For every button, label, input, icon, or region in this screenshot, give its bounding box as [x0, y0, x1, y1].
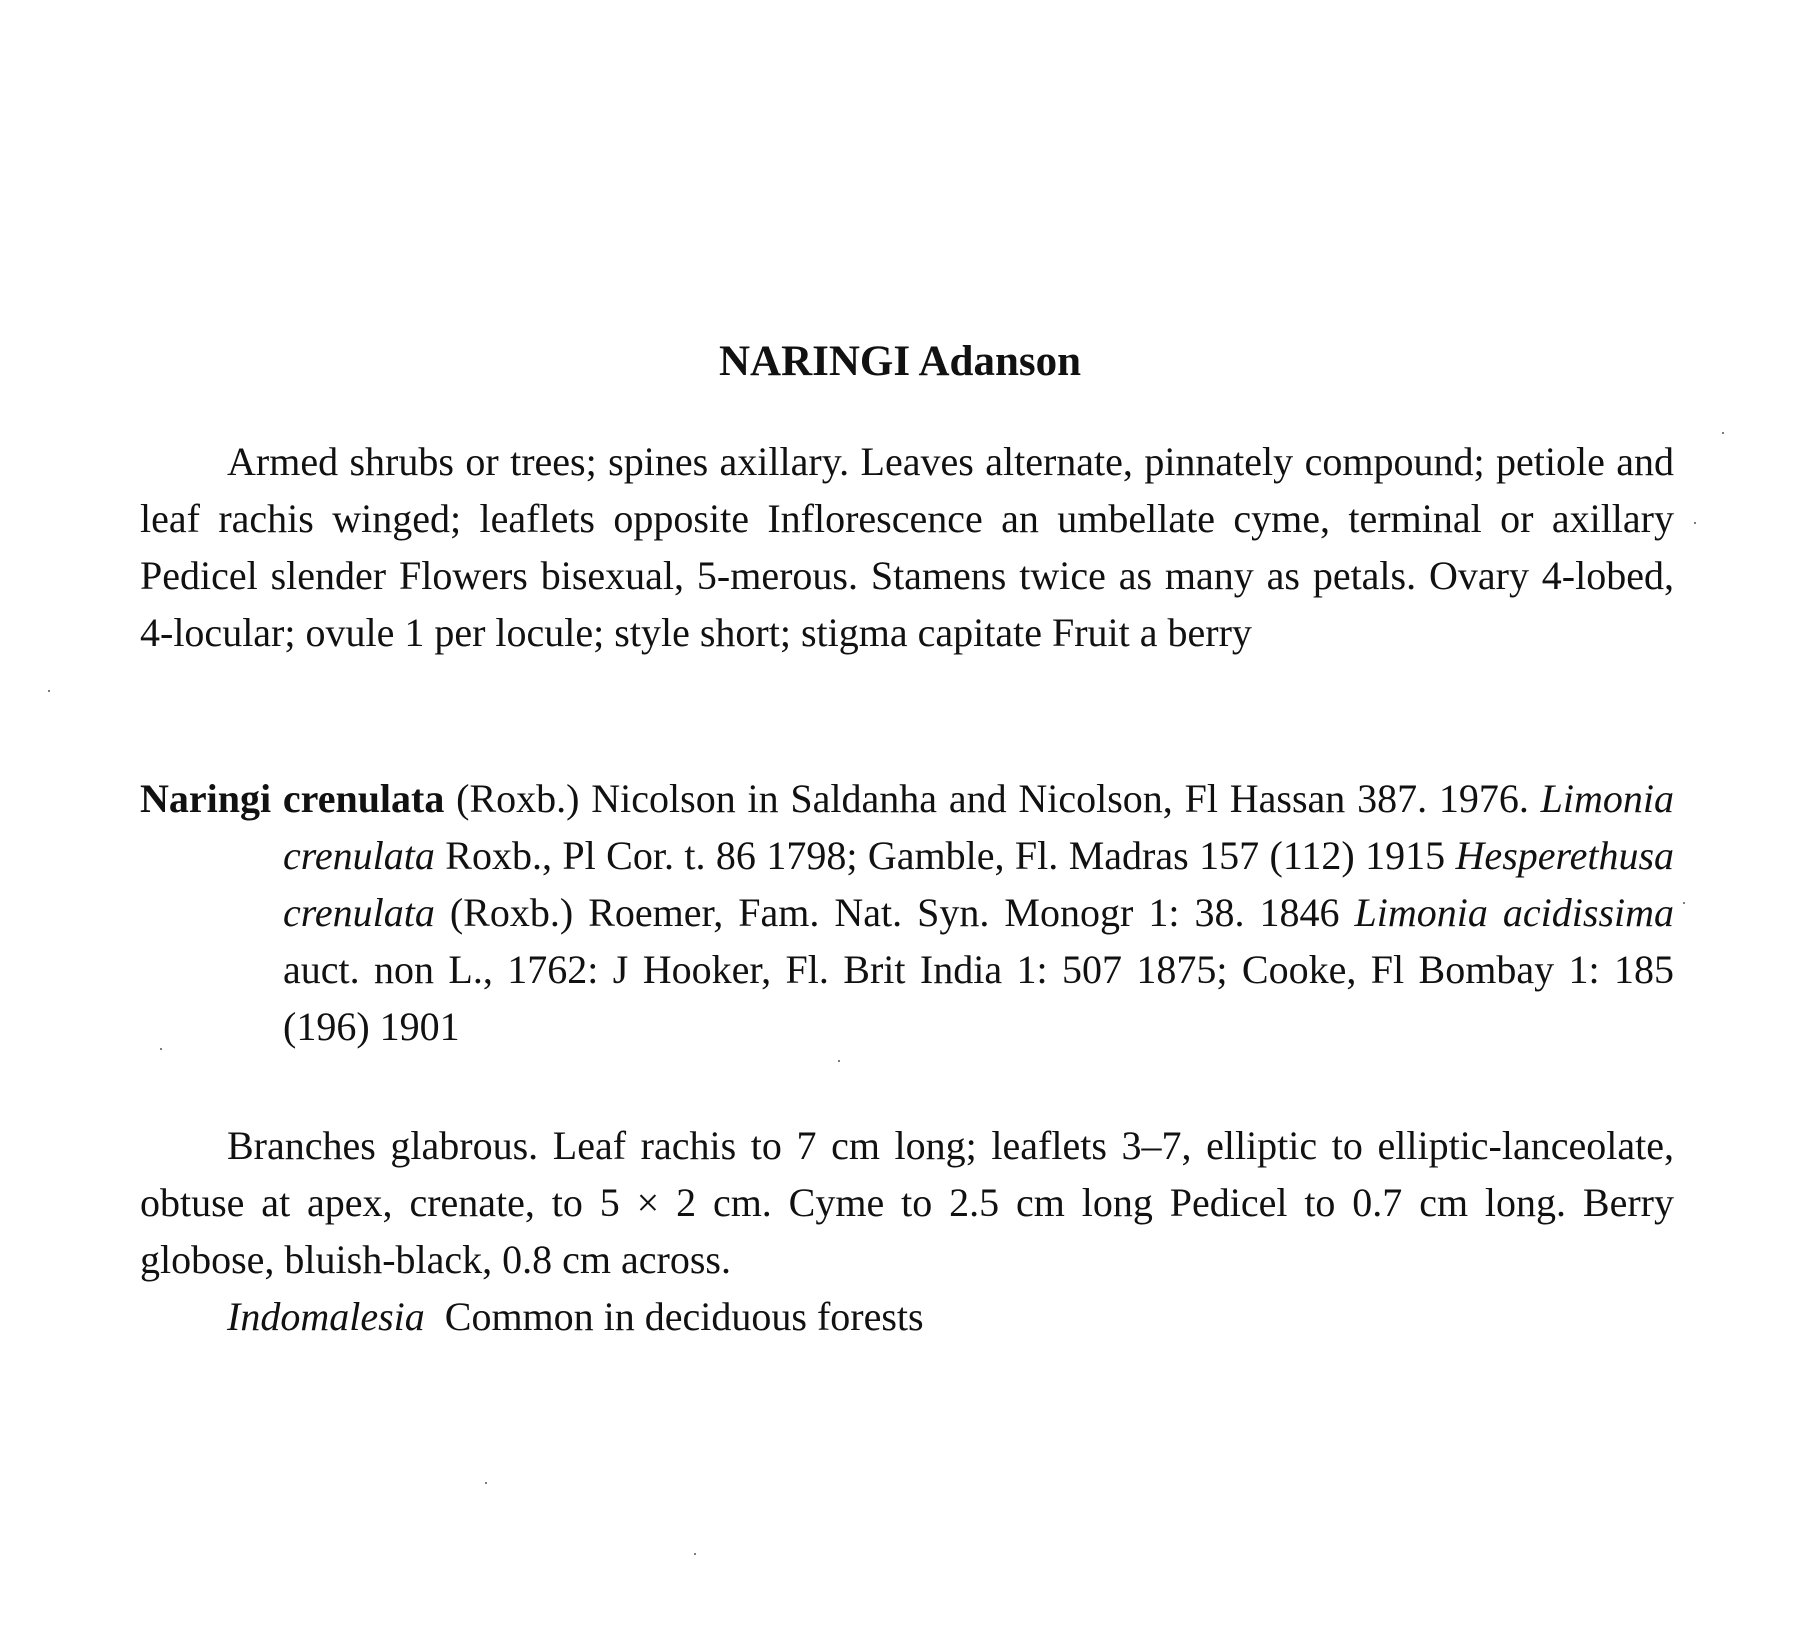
genus-heading: [0, 336, 1800, 388]
synonym-2: Hesperethusa crenulata: [283, 833, 1675, 935]
genus-name: NARINGI: [718, 338, 911, 385]
genus-description: Armed shrubs or trees; spines axillary. Leaves alternate, pinnately compound; petiole and leaf rachis winged; leaflets opposite Inflorescence an umbellate cyme, terminal or axillary Pedicel slender Flowers bisexual, 5-merous. Stamens twice as many as petals. Ovary 4-lobed, 4-locular; ovule 1 per locule; style short; stigma capitate Fruit a berry: [140, 439, 1674, 655]
species-citation: [140, 770, 1674, 1055]
species-name: Naringi crenulata: [140, 776, 445, 821]
species-description: Branches glabrous. Leaf rachis to 7 cm long; leaflets 3–7, elliptic to elliptic-lanceolate, obtuse at apex, crenate, to 5 × 2 cm. Cyme to 2.5 cm long Pedicel to 0.7 cm long. Berry globose, bluish-black, 0.8 cm across.: [140, 1123, 1674, 1282]
scan-speck: [838, 1060, 840, 1062]
distribution-habitat: Common in deciduous forests: [444, 1294, 924, 1339]
citation-text-3: (Roxb.) Roemer, Fam. Nat. Syn. Monogr 1: 38. 1846: [449, 890, 1340, 935]
synonym-1: Limonia crenulata: [283, 776, 1675, 878]
citation-text-2: Roxb., Pl Cor. t. 86 1798; Gamble, Fl. Madras 157 (112) 1915: [445, 833, 1446, 878]
genus-author: Adanson: [918, 338, 1082, 385]
distribution-region: Indomalesia: [227, 1294, 425, 1339]
scan-speck: [48, 690, 50, 692]
scan-speck: [485, 1482, 487, 1484]
citation-text-4: auct. non L., 1762: J Hooker, Fl. Brit India 1: 507 1875; Cooke, Fl Bombay 1: 185 (196) 1901: [283, 947, 1674, 1049]
scan-speck: [1683, 902, 1685, 904]
citation-text-1: (Roxb.) Nicolson in Saldanha and Nicolson, Fl Hassan 387. 1976.: [456, 776, 1529, 821]
distribution-line: [227, 1288, 924, 1345]
scan-speck: [1722, 432, 1724, 434]
scan-speck: [694, 1553, 696, 1555]
scan-speck: [160, 1048, 162, 1050]
scan-speck: [1694, 522, 1696, 524]
synonym-3: Limonia acidissima: [1354, 890, 1675, 935]
